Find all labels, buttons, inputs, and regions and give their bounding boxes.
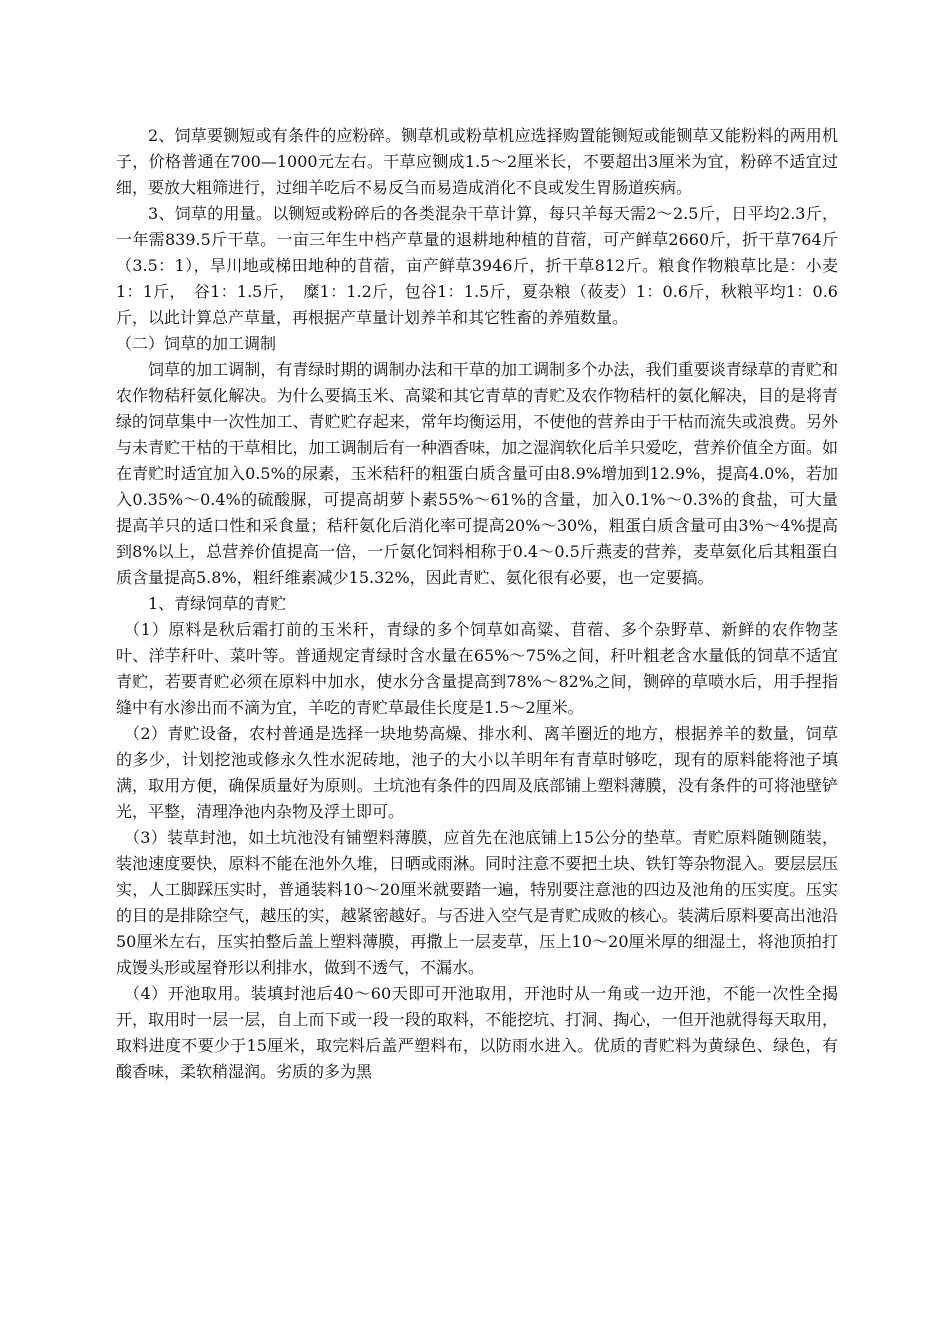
document-body	[116, 123, 838, 1085]
paragraph-silage-equipment: （2）青贮设备，农村普通是选择一块地势高燥、排水利、离羊圈近的地方，根据养羊的数量，饲草的多少，计划挖池或修永久性水泥砖地，池子的大小以羊明年有青草时够吃，现有的原料能将池子填满，取用方便，确保质量好为原则。土坑池有条件的四周及底部铺上塑料薄膜，没有条件的可将池壁铲光，平整，清理净池内杂物及浮土即可。	[116, 724, 838, 821]
paragraph-silage-materials: （1）原料是秋后霜打前的玉米秆，青绿的多个饲草如高粱、苜蓿、多个杂野草、新鲜的农作物茎叶、洋芋秆叶、菜叶等。普通规定青绿时含水量在65%～75%之间，秆叶粗老含水量低的饲草不适宜青贮，若要青贮必须在原料中加水，使水分含量提高到78%～82%之间，铡碎的草喷水后，用手捏指缝中有水渗出而不滴为宜，羊吃的青贮草最佳长度是1.5～2厘米。	[116, 620, 838, 717]
paragraph-processing-intro: 饲草的加工调制，有青绿时期的调制办法和干草的加工调制多个办法，我们重要谈青绿草的青贮和农作物秸秆氨化解决。为什么要搞玉米、高粱和其它青草的青贮及农作物秸杆的氨化解决，目的是将青绿的饲草集中一次性加工、青贮贮存起来，常年均衡运用，不使他的营养由于干枯而流失或浪费。另外与未青贮干枯的干草相比，加工调制后有一种酒香味，加之湿润软化后羊只爱吃，营养价值全方面。如在青贮时适宜加入0.5%的尿素，玉米秸秆的粗蛋白质含量可由8.9%增加到12.9%，提高4.0%，若加入0.35%～0.4%的硫酸脲，可提高胡萝卜素55%～61%的含量，加入0.1%～0.3%的食盐，可大量提高羊只的适口性和采食量；秸秆氨化后消化率可提高20%～30%，粗蛋白质含量可由3%～4%提高到8%以上，总营养价值提高一倍，一斤氨化饲料相称于0.4～0.5斤燕麦的营养，麦草氨化后其粗蛋白质含量提高5.8%，粗纤维素减少15.32%，因此青贮、氨化很有必要，也一定要搞。	[116, 360, 838, 587]
subsection-heading-silage: 1、青绿饲草的青贮	[148, 594, 287, 613]
paragraph-fodder-chopping: 2、饲草要铡短或有条件的应粉碎。铡草机或粉草机应选择购置能铡短或能铡草又能粉料的两用机子，价格普通在700—1000元左右。干草应铡成1.5～2厘米长，不要超出3厘米为宜，粉碎不适宜过细，要放大粗筛进行，过细羊吃后不易反刍而易造成消化不良或发生胃肠道疾病。	[116, 126, 838, 197]
paragraph-silage-opening: （4）开池取用。装填封池后40～60天即可开池取用，开池时从一角或一边开池，不能一次性全揭开，取用时一层一层，自上而下或一段一段的取料，不能挖坑、打洞、掏心，一但开池就得每天取用，取料进度不要少于15厘米，取完料后盖严塑料布，以防雨水进入。优质的青贮料为黄绿色、绿色，有酸香味，柔软稍湿润。劣质的多为黑	[116, 984, 838, 1081]
paragraph-silage-packing: （3）装草封池，如土坑池没有铺塑料薄膜，应首先在池底铺上15公分的垫草。青贮原料随铡随装，装池速度要快，原料不能在池外久堆，日晒或雨淋。同时注意不要把土块、铁钉等杂物混入。要层层压实，人工脚踩压实时，普通装料10～20厘米就要踏一遍，特别要注意池的四边及池角的压实度。压实的目的是排除空气，越压的实，越紧密越好。与否进入空气是青贮成败的核心。装满后原料要高出池沿50厘米左右，压实拍整后盖上塑料薄膜，再撒上一层麦草，压上10～20厘米厚的细湿土，将池顶拍打成馒头形或屋脊形以利排水，做到不透气，不漏水。	[116, 828, 838, 977]
section-heading-processing: （二）饲草的加工调制	[116, 334, 277, 353]
paragraph-fodder-amount: 3、饲草的用量。以铡短或粉碎后的各类混杂干草计算，每只羊每天需2～2.5斤，日平均2.3斤，一年需839.5斤干草。一亩三年生中档产草量的退耕地种植的苜蓿，可产鲜草2660斤，折干草764斤（3.5：1），旱川地或梯田地种的苜蓿，亩产鲜草3946斤，折干草812斤。粮食作物粮草比是：小麦1：1斤， 谷1：1.5斤， 糜1：1.2斤，包谷1：1.5斤，夏杂粮（莜麦）1：0.6斤，秋粮平均1：0.6斤，以此计算总产草量，再根据产草量计划养羊和其它牲畜的养殖数量。	[116, 204, 838, 327]
